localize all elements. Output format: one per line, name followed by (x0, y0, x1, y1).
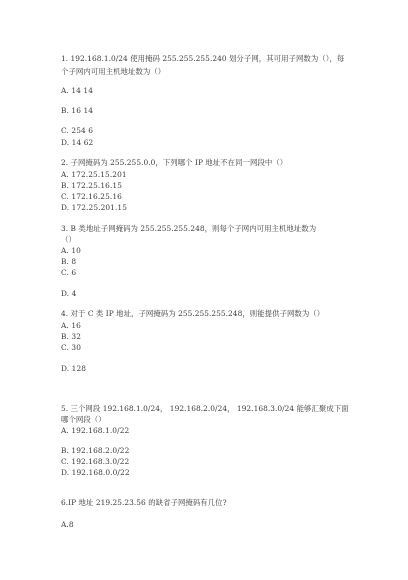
question-2-option-c: C. 172.16.25.16 (61, 192, 122, 201)
question-4-option-d: D. 128 (61, 364, 87, 373)
question-4-option-b: B. 32 (61, 332, 82, 341)
question-2-option-d: D. 172.25.201.15 (61, 203, 128, 212)
question-4-stem-line-1: 4. 对于 C 类 IP 地址，子网掩码为 255.255.255.248，则能提供子网数为（） (61, 309, 325, 318)
question-2-option-b: B. 172.25.16.15 (61, 181, 122, 190)
question-5-stem-line-1: 5. 三个网段 192.168.1.0/24， 192.168.2.0/24， 192.168.3.0/24 能够汇聚成下面 (61, 404, 349, 413)
question-2-option-a: A. 172.25.15.201 (61, 170, 127, 179)
question-3-option-d: D. 4 (61, 289, 77, 298)
question-5-option-c: C. 192.168.3.0/22 (61, 457, 130, 466)
question-5-option-a: A. 192.168.1.0/22 (61, 426, 130, 435)
question-1-option-d: D. 14 62 (61, 138, 94, 147)
question-1-stem-line-2: 个子网内可用主机地址数为（） (61, 67, 166, 76)
question-2-stem-line-1: 2. 子网掩码为 255.255.0.0，下列哪个 IP 地址不在同一网段中（） (61, 158, 288, 167)
question-5-option-b: B. 192.168.2.0/22 (61, 446, 130, 455)
question-6-stem-line-1: 6.IP 地址 219.25.23.56 的缺省子网掩码有几位? (61, 498, 227, 507)
question-5-stem-line-2: 哪个网段（） (61, 415, 106, 424)
question-4-option-c: C. 30 (61, 343, 81, 352)
question-3-option-b: B. 8 (61, 257, 77, 266)
question-1-option-c: C. 254 6 (61, 126, 94, 135)
question-5-option-d: D. 192.168.0.0/22 (61, 468, 130, 477)
question-6-option-a: A.8 (61, 520, 74, 529)
question-1-option-b: B. 16 14 (61, 106, 94, 115)
question-3-stem-line-2: （） (61, 235, 76, 244)
question-3-option-c: C. 6 (61, 268, 77, 277)
question-3-option-a: A. 10 (61, 246, 81, 255)
question-1-stem-line-1: 1. 192.168.1.0/24 使用掩码 255.255.255.240 划分子网，其可用子网数为（），每 (61, 54, 345, 63)
question-1-option-a: A. 14 14 (61, 86, 93, 95)
question-3-stem-line-1: 3. B 类地址子网掩码为 255.255.255.248，则每个子网内可用主机地址数为 (61, 224, 317, 233)
question-4-option-a: A. 16 (61, 321, 81, 330)
